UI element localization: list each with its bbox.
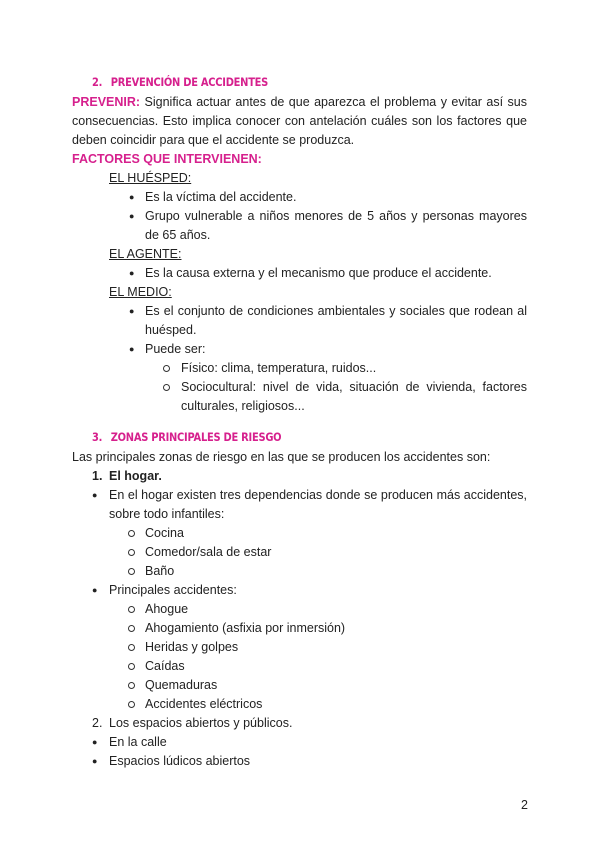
accidente-item: Ahogue (145, 602, 189, 616)
dependencia-item: Cocina (145, 526, 184, 540)
section-title: PREVENCIÓN DE ACCIDENTES (110, 75, 269, 89)
prevenir-paragraph (72, 93, 527, 150)
medio-label: EL MEDIO: (109, 285, 172, 299)
agente-label: EL AGENTE: (109, 247, 182, 261)
bullet-icon: ● (92, 490, 98, 500)
accidente-item: Heridas y golpes (145, 640, 239, 654)
hogar-bullet: En el hogar existen tres dependencias donde se producen más accidentes, sobre todo infantiles: (109, 488, 527, 521)
medio-subitem: Sociocultural: nivel de vida, situación de vivienda, factores culturales, religiosos... (181, 380, 527, 413)
huesped-item: Grupo vulnerable a niños menores de 5 años y personas mayores de 65 años. (145, 209, 527, 242)
circle-bullet-icon (128, 701, 135, 708)
medio-subitem: Físico: clima, temperatura, ruidos... (181, 361, 377, 375)
circle-bullet-icon (128, 625, 135, 632)
bullet-icon: ● (129, 192, 135, 202)
accidente-item: Caídas (145, 659, 185, 673)
section-heading-zonas (92, 428, 281, 447)
huesped-item: Es la víctima del accidente. (145, 190, 297, 204)
circle-bullet-icon (128, 606, 135, 613)
accidente-item: Quemaduras (145, 678, 218, 692)
accidente-item: Ahogamiento (asfixia por inmersión) (145, 621, 346, 635)
circle-bullet-icon (128, 663, 135, 670)
dependencia-item: Baño (145, 564, 175, 578)
zonas-intro: Las principales zonas de riesgo en las que se producen los accidentes son: (72, 450, 491, 464)
medio-item: Es el conjunto de condiciones ambientales y sociales que rodean al huésped. (145, 304, 527, 337)
hogar-label: El hogar. (109, 469, 162, 483)
principales-label: Principales accidentes: (109, 583, 237, 597)
prevenir-text: Significa actuar antes de que aparezca el problema y evitar así sus consecuencias. Esto implica conocer con antelación cuáles son los factores que deben coincidir para que el accidente se produzca. (72, 95, 527, 147)
circle-bullet-icon (128, 644, 135, 651)
bullet-icon: ● (92, 756, 98, 766)
bullet-icon: ● (129, 344, 135, 354)
espacio-item: En la calle (109, 735, 167, 749)
prevenir-label: PREVENIR: (72, 95, 141, 109)
bullet-icon: ● (129, 306, 135, 316)
section-number: 2. (92, 75, 103, 89)
bullet-icon: ● (92, 585, 98, 595)
medio-item: Puede ser: (145, 342, 206, 356)
espacios-label: Los espacios abiertos y públicos. (109, 716, 293, 730)
circle-bullet-icon (128, 530, 135, 537)
circle-bullet-icon (163, 384, 170, 391)
circle-bullet-icon (128, 568, 135, 575)
espacio-item: Espacios lúdicos abiertos (109, 754, 251, 768)
circle-bullet-icon (163, 365, 170, 372)
bullet-icon: ● (129, 268, 135, 278)
circle-bullet-icon (128, 682, 135, 689)
agente-item: Es la causa externa y el mecanismo que produce el accidente. (145, 266, 492, 280)
page-number: 2 (521, 798, 528, 812)
bullet-icon: ● (129, 211, 135, 221)
section-title: ZONAS PRINCIPALES DE RIESGO (110, 430, 282, 444)
dependencia-item: Comedor/sala de estar (145, 545, 272, 559)
section-heading-prevencion (92, 73, 268, 92)
section-number: 3. (92, 430, 103, 444)
accidente-item: Accidentes eléctricos (145, 697, 263, 711)
factores-label: FACTORES QUE INTERVIENEN: (72, 152, 262, 166)
list-number: 1. (92, 469, 103, 483)
huesped-label: EL HUÉSPED: (109, 171, 192, 185)
bullet-icon: ● (92, 737, 98, 747)
list-number: 2. (92, 716, 103, 730)
circle-bullet-icon (128, 549, 135, 556)
